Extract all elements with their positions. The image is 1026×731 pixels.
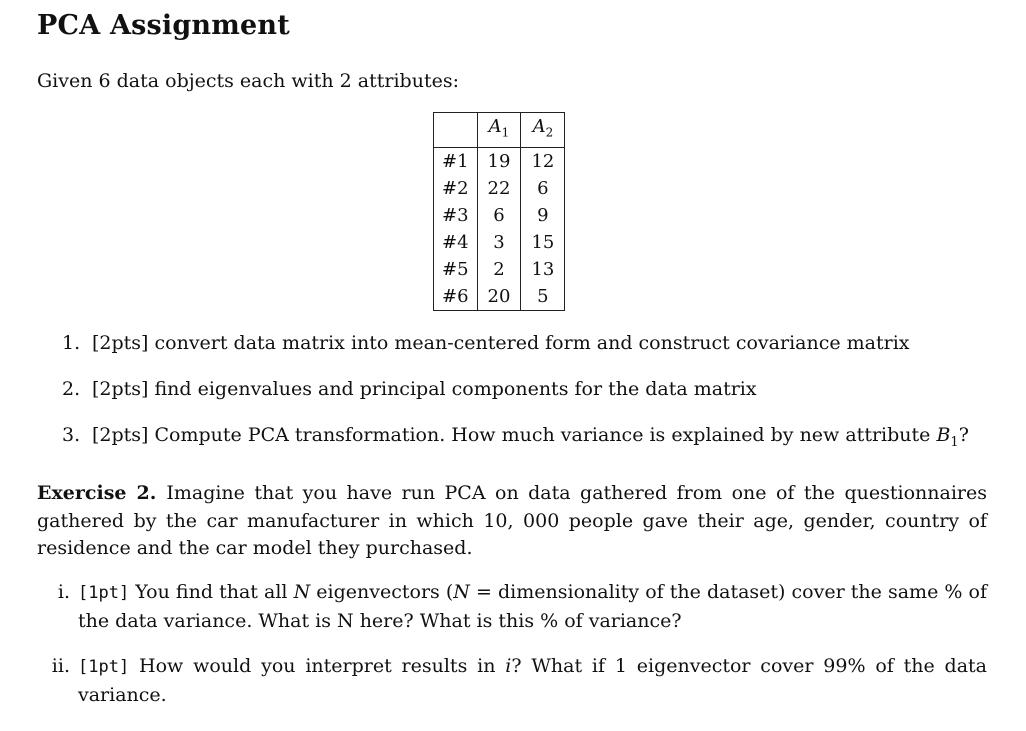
a2-var: A xyxy=(532,116,546,137)
data-table xyxy=(433,112,565,311)
table-header-corner xyxy=(434,113,478,148)
table-row xyxy=(434,283,565,311)
math-var: B xyxy=(936,424,951,446)
cell-a2: 13 xyxy=(521,256,565,283)
math-subscript: 1 xyxy=(950,434,959,450)
row-label: #5 xyxy=(434,256,478,283)
points-label: [1pt] xyxy=(78,657,130,677)
subtask-number: ii. xyxy=(51,655,70,677)
table-header-a2 xyxy=(521,113,565,148)
table-header-row xyxy=(434,113,565,148)
task-number: 1. xyxy=(62,332,81,354)
intro-text: Given 6 data objects each with 2 attributes: xyxy=(37,70,459,92)
subtask-text: How would you interpret results in xyxy=(129,655,506,677)
a1-var: A xyxy=(488,116,502,137)
cell-a1: 19 xyxy=(477,147,521,175)
task-text: [2pts] find eigenvalues and principal components for the data matrix xyxy=(92,378,757,400)
task-list xyxy=(37,325,969,463)
task-number: 3. xyxy=(62,424,81,446)
subtask-item xyxy=(37,652,987,709)
cell-a2: 5 xyxy=(521,283,565,311)
row-label: #2 xyxy=(434,175,478,202)
table-row xyxy=(434,175,565,202)
row-label: #6 xyxy=(434,283,478,311)
points-label: [1pt] xyxy=(78,583,130,603)
table-row xyxy=(434,229,565,256)
row-label: #4 xyxy=(434,229,478,256)
subtask-list xyxy=(37,578,987,726)
page-title: PCA Assignment xyxy=(37,10,290,41)
subtask-text: ? What if 1 eigenvector cover 99% of the data variance. xyxy=(78,655,987,706)
task-text: [2pts] Compute PCA transformation. How much variance is explained by new attribute xyxy=(92,424,937,446)
task-item xyxy=(37,371,969,417)
cell-a1: 20 xyxy=(477,283,521,311)
subtask-item xyxy=(37,578,987,635)
task-text: [2pts] convert data matrix into mean-centered form and construct covariance matrix xyxy=(92,332,910,354)
cell-a2: 15 xyxy=(521,229,565,256)
task-item xyxy=(37,325,969,371)
exercise-text: Imagine that you have run PCA on data gathered from one of the questionnaires gathered by the car manufacturer in which 10, 000 people gave their age, gender, country of residence and the car model they purchased. xyxy=(37,482,987,559)
math-var: N xyxy=(453,581,470,603)
table-row xyxy=(434,202,565,229)
table-header-a1 xyxy=(477,113,521,148)
task-item xyxy=(37,417,969,463)
table-row xyxy=(434,256,565,283)
math-var: i xyxy=(505,655,512,677)
cell-a1: 22 xyxy=(477,175,521,202)
exercise-heading: Exercise 2. xyxy=(37,482,157,504)
cell-a1: 3 xyxy=(477,229,521,256)
math-var: N xyxy=(293,581,311,603)
cell-a1: 2 xyxy=(477,256,521,283)
table-row xyxy=(434,147,565,175)
row-label: #3 xyxy=(434,202,478,229)
exercise-2-paragraph xyxy=(37,480,987,563)
task-number: 2. xyxy=(62,378,81,400)
subtask-text: You find that all xyxy=(129,581,294,603)
a2-subscript: 2 xyxy=(545,125,554,140)
subtask-text: = dimensionality of the dataset) cover the same % of the data variance. What is N here? What is this % of variance? xyxy=(78,581,988,632)
subtask-number: i. xyxy=(57,581,70,603)
cell-a2: 9 xyxy=(521,202,565,229)
a1-subscript: 1 xyxy=(501,125,510,140)
cell-a2: 6 xyxy=(521,175,565,202)
cell-a1: 6 xyxy=(477,202,521,229)
subtask-text: eigenvectors ( xyxy=(310,581,454,603)
row-label: #1 xyxy=(434,147,478,175)
task-text-end: ? xyxy=(958,424,969,446)
cell-a2: 12 xyxy=(521,147,565,175)
